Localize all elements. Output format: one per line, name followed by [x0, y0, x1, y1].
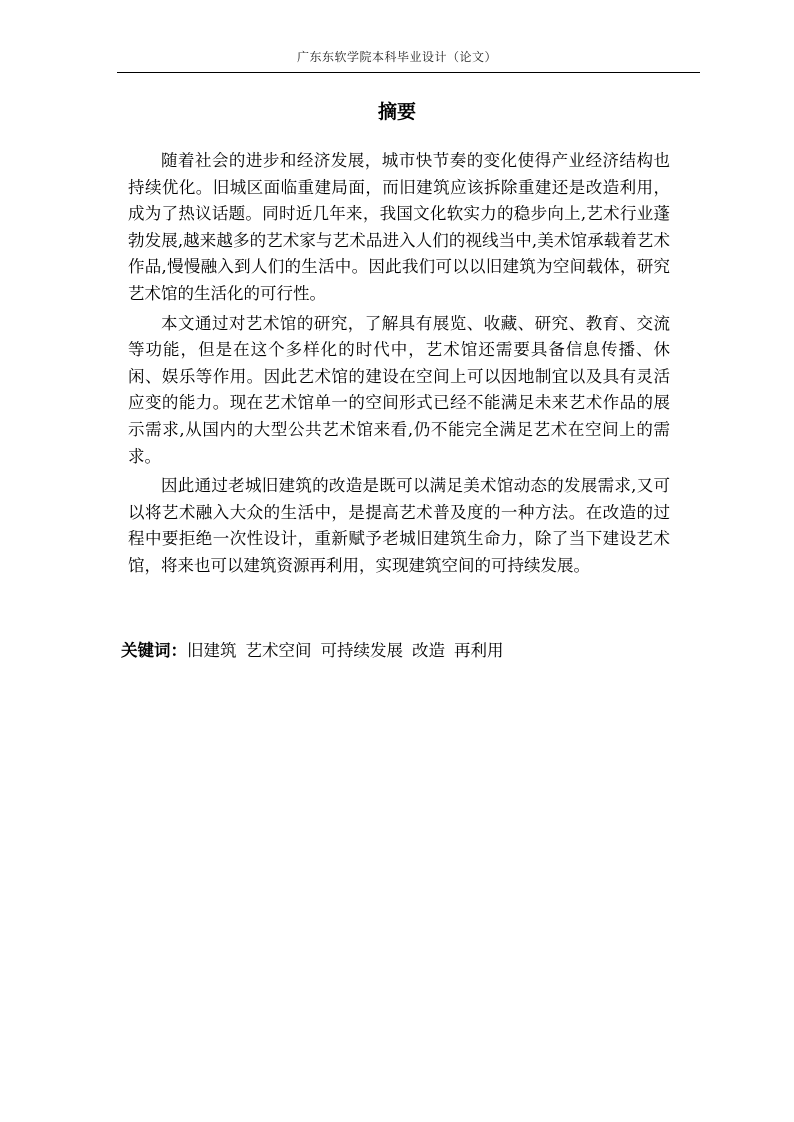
- keyword-item: 旧建筑: [187, 641, 237, 660]
- keyword-item: 可持续发展: [320, 641, 403, 660]
- abstract-paragraph: 因此通过老城旧建筑的改造是既可以满足美术馆动态的发展需求,又可以将艺术融入大众的生活中，是提高艺术普及度的一种方法。在改造的过程中要拒绝一次性设计，重新赋予老城旧建筑生命力，除了当下建设艺术馆，将来也可以建筑资源再利用，实现建筑空间的可持续发展。: [128, 476, 670, 575]
- abstract-paragraph: 本文通过对艺术馆的研究，了解具有展览、收藏、研究、教育、交流等功能，但是在这个多样化的时代中，艺术馆还需要具备信息传播、休闲、娱乐等作用。因此艺术馆的建设在空间上可以因地制宜以及具有灵活应变的能力。现在艺术馆单一的空间形式已经不能满足未来艺术作品的展示需求,从国内的大型公共艺术馆来看,仍不能完全满足艺术在空间上的需求。: [128, 313, 670, 466]
- keyword-item: 艺术空间: [245, 641, 312, 660]
- running-header: 广东东软学院本科毕业设计（论文）: [296, 50, 497, 64]
- keywords-line: [121, 639, 681, 663]
- abstract-title: 摘要: [377, 101, 416, 123]
- abstract-paragraph: 随着社会的进步和经济发展，城市快节奏的变化使得产业经济结构也持续优化。旧城区面临重建局面，而旧建筑应该拆除重建还是改造利用，成为了热议话题。同时近几年来，我国文化软实力的稳步向上,艺术行业蓬勃发展,越来越多的艺术家与艺术品进入人们的视线当中,美术馆承载着艺术作品,慢慢融入到人们的生活中。因此我们可以以旧建筑为空间载体，研究艺术馆的生活化的可行性。: [128, 151, 670, 303]
- abstract-body: [128, 148, 670, 583]
- keywords-label: 关键词：: [121, 641, 187, 660]
- keyword-item: 改造: [412, 641, 445, 660]
- keyword-item: 再利用: [454, 641, 504, 660]
- header-divider: [117, 72, 700, 73]
